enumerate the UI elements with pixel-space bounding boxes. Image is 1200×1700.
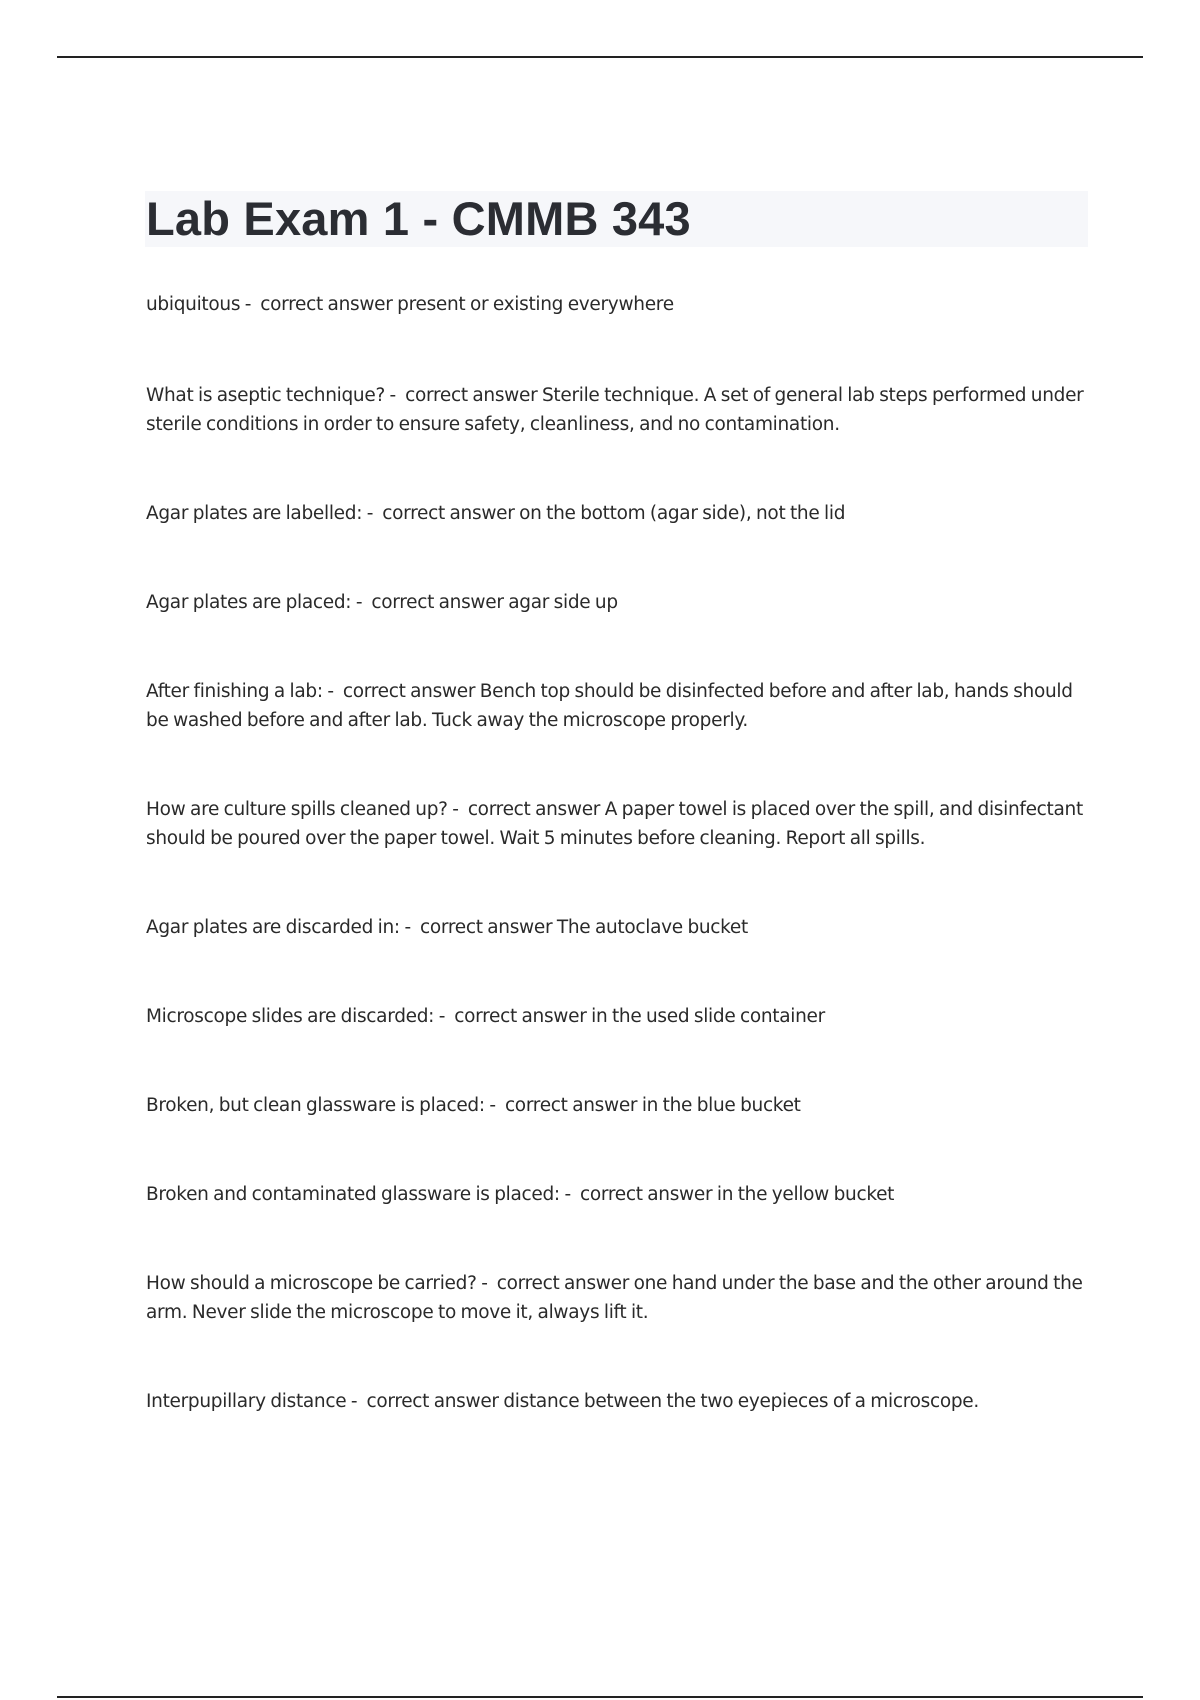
qa-item: How are culture spills cleaned up? - correct answer A paper towel is placed over the spill, and disinfectant should be poured over the paper towel. Wait 5 minutes before cleaning. Report all spills.	[146, 799, 1083, 849]
qa-item: What is aseptic technique? - correct answer Sterile technique. A set of general lab steps performed under sterile conditions in order to ensure safety, cleanliness, and no contamination.	[146, 385, 1084, 435]
answer-text: agar side up	[508, 592, 618, 613]
answer-text: in the blue bucket	[641, 1095, 801, 1116]
question-text: Interpupillary distance	[146, 1391, 347, 1412]
qa-item: Broken, but clean glassware is placed: - correct answer in the blue bucket	[146, 1095, 801, 1116]
answer-text: on the bottom (agar side), not the lid	[519, 503, 846, 524]
answer-text: one hand under the base and the other around the arm. Never slide the microscope to move it, always lift it.	[146, 1273, 1083, 1323]
qa-item: Agar plates are placed: - correct answer agar side up	[146, 592, 618, 613]
answer-label: correct answer	[382, 503, 515, 524]
question-text: Agar plates are labelled:	[146, 503, 363, 524]
answer-text: A paper towel is placed over the spill, and disinfectant should be poured over the paper towel. Wait 5 minutes before cleaning. Report all spills.	[146, 799, 1083, 849]
answer-label: correct answer	[454, 1006, 587, 1027]
bottom-rule	[57, 1696, 1143, 1698]
qa-item: After finishing a lab: - correct answer Bench top should be disinfected before and after lab, hands should be washed before and after lab. Tuck away the microscope properly.	[146, 681, 1073, 731]
qa-item: Agar plates are discarded in: - correct answer The autoclave bucket	[146, 917, 748, 938]
qa-item: Broken and contaminated glassware is placed: - correct answer in the yellow bucket	[146, 1184, 895, 1205]
answer-label: correct answer	[419, 917, 553, 938]
question-text: Broken, but clean glassware is placed:	[146, 1095, 485, 1116]
question-text: Microscope slides are discarded:	[146, 1006, 435, 1027]
answer-label: correct answer	[366, 1391, 499, 1412]
answer-label: correct answer	[260, 294, 393, 315]
answer-text: in the yellow bucket	[716, 1184, 895, 1205]
qa-item: Interpupillary distance - correct answer distance between the two eyepieces of a microscope.	[146, 1391, 979, 1412]
answer-label: correct answer	[504, 1095, 638, 1116]
question-text: ubiquitous	[146, 294, 241, 315]
answer-text: The autoclave bucket	[556, 917, 748, 938]
question-text: Agar plates are discarded in:	[146, 917, 400, 938]
answer-label: correct answer	[342, 681, 476, 702]
answer-text: Sterile technique. A set of general lab steps performed under sterile conditions in order to ensure safety, cleanliness, and no contamination.	[146, 385, 1084, 435]
answer-label: correct answer	[405, 385, 538, 406]
question-text: Broken and contaminated glassware is placed:	[146, 1184, 560, 1205]
question-text: Agar plates are placed:	[146, 592, 352, 613]
qa-item: How should a microscope be carried? - correct answer one hand under the base and the other around the arm. Never slide the microscope to move it, always lift it.	[146, 1273, 1083, 1323]
question-text: How should a microscope be carried?	[146, 1273, 477, 1294]
answer-label: correct answer	[371, 592, 504, 613]
qa-item: ubiquitous - correct answer present or existing everywhere	[146, 294, 674, 315]
top-rule	[57, 56, 1143, 58]
qa-item: Agar plates are labelled: - correct answer on the bottom (agar side), not the lid	[146, 503, 846, 524]
answer-text: in the used slide container	[591, 1006, 825, 1027]
question-text: After finishing a lab:	[146, 681, 323, 702]
question-text: How are culture spills cleaned up?	[146, 799, 448, 820]
page-title: Lab Exam 1 - CMMB 343	[146, 192, 691, 245]
answer-label: correct answer	[579, 1184, 713, 1205]
answer-label: correct answer	[467, 799, 601, 820]
answer-text: present or existing everywhere	[397, 294, 674, 315]
answer-text: Bench top should be disinfected before and after lab, hands should be washed before and after lab. Tuck away the microscope properly.	[146, 681, 1073, 731]
answer-label: correct answer	[496, 1273, 630, 1294]
qa-list	[146, 290, 1091, 1476]
qa-item: Microscope slides are discarded: - correct answer in the used slide container	[146, 1006, 825, 1027]
question-text: What is aseptic technique?	[146, 385, 385, 406]
answer-text: distance between the two eyepieces of a microscope.	[503, 1391, 979, 1412]
